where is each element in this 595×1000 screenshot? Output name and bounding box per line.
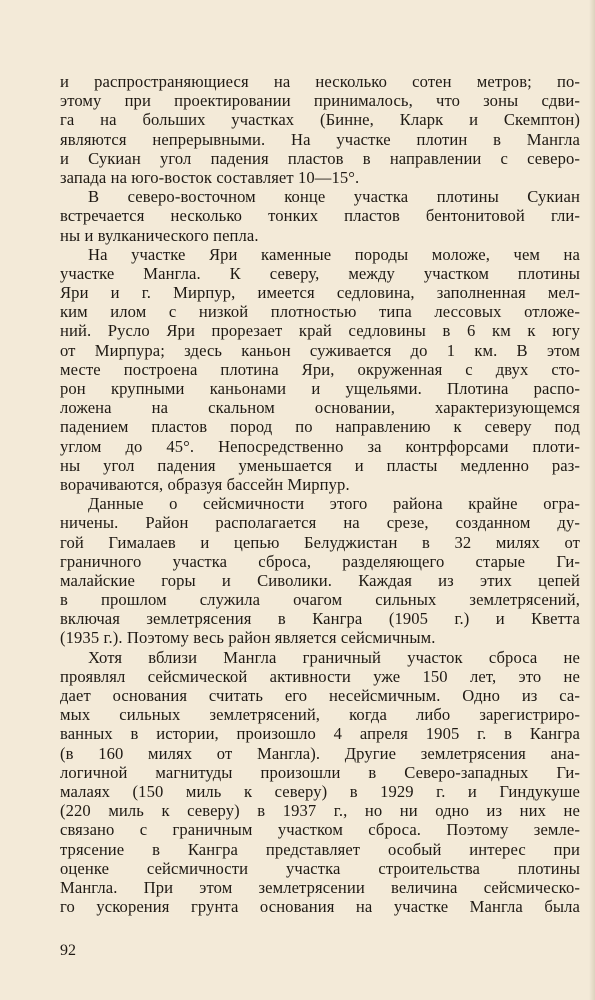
text-line: ний. Русло Яри прорезает край седловины в 6 км к югу xyxy=(60,321,580,341)
text-line: этому при проектировании принималось, что зоны сдви- xyxy=(60,91,580,111)
text-line: граничного участка сброса, разделяющего старые Ги- xyxy=(60,551,580,571)
text-line: На участке Яри каменные породы моложе, чем на xyxy=(88,244,580,264)
text-line: (220 миль к северу) в 1937 г., но ни одно из них не xyxy=(60,801,580,821)
text-line: малайские горы и Сиволики. Каждая из этих цепей xyxy=(60,570,580,590)
body-text xyxy=(60,72,595,916)
text-line: падением пластов пород по направлению к северу под xyxy=(60,417,580,437)
text-line: дает основания считать его несейсмичным. Одно из са- xyxy=(60,686,580,705)
text-line: ны и вулканического пепла. xyxy=(60,225,259,245)
text-line: ворачиваются, образуя бассейн Мирпур. xyxy=(60,474,350,494)
text-line: включая землетрясения в Кангра (1905 г.) и Кветта xyxy=(60,609,580,629)
text-line: и Сукиан угол падения пластов в направлении с северо- xyxy=(60,148,580,168)
text-line: го ускорения грунта основания на участке Мангла была xyxy=(60,897,580,917)
text-line: ничены. Район располагается на срезе, созданном ду- xyxy=(60,513,580,533)
text-line: углом до 45°. Непосредственно за контрфорсами плоти- xyxy=(60,436,580,456)
text-line: В северо-восточном конце участка плотины Сукиан xyxy=(88,187,580,207)
page-edge-shadow xyxy=(589,0,595,1000)
text-line: являются непрерывными. На участке плотин в Мангла xyxy=(60,129,580,149)
text-line: га на больших участках (Бинне, Кларк и Скемптон) xyxy=(60,110,580,130)
text-line: связано с граничным участком сброса. Поэтому земле- xyxy=(60,820,580,840)
text-line: месте построена плотина Яри, окруженная с двух сто- xyxy=(60,359,580,379)
text-line: (в 160 милях от Мангла). Другие землетрясения ана- xyxy=(60,743,580,763)
text-line: от Мирпура; здесь каньон суживается до 1 км. В этом xyxy=(60,340,580,360)
text-line: запада на юго-восток составляет 10—15°. xyxy=(60,167,360,187)
text-line: и распространяющиеся на несколько сотен метров; по- xyxy=(60,72,580,91)
text-line: (1935 г.). Поэтому весь район является сейсмичным. xyxy=(60,628,436,648)
text-line: Данные о сейсмичности этого района крайне огра- xyxy=(88,494,580,514)
text-line: встречается несколько тонких пластов бентонитовой гли- xyxy=(60,206,580,226)
text-line: мых сильных землетрясений, когда либо зарегистриро- xyxy=(60,705,580,725)
text-line: в прошлом служила очагом сильных землетрясений, xyxy=(60,590,580,610)
text-line: Хотя вблизи Мангла граничный участок сброса не xyxy=(88,647,580,667)
text-line: Яри и г. Мирпур, имеется седловина, заполненная мел- xyxy=(60,283,580,303)
text-line: ким илом с низкой плотностью типа лессовых отложе- xyxy=(60,302,580,322)
text-line: ванных в истории, произошло 4 апреля 1905 г. в Кангра xyxy=(60,724,580,744)
text-line: ны угол падения уменьшается и пласты медленно раз- xyxy=(60,455,580,475)
text-line: логичной магнитуды произошли в Северо-западных Ги- xyxy=(60,762,580,782)
text-line: участке Мангла. К северу, между участком плотины xyxy=(60,263,580,283)
text-line: ложена на скальном основании, характеризующемся xyxy=(60,398,580,418)
text-line: трясение в Кангра представляет особый интерес при xyxy=(60,839,580,859)
text-line: Мангла. При этом землетрясении величина сейсмическо- xyxy=(60,877,580,897)
text-line: проявлял сейсмической активности уже 150 лет, это не xyxy=(60,666,580,686)
text-line: малаях (150 миль к северу) в 1929 г. и Гиндукуше xyxy=(60,781,580,801)
text-line: гой Гималаев и цепью Белуджистан в 32 милях от xyxy=(60,532,580,552)
text-line: рон крупными каньонами и ущельями. Плотина распо- xyxy=(60,379,580,398)
text-line: оценке сейсмичности участка строительства плотины xyxy=(60,858,580,878)
page-number: 92 xyxy=(60,942,76,959)
